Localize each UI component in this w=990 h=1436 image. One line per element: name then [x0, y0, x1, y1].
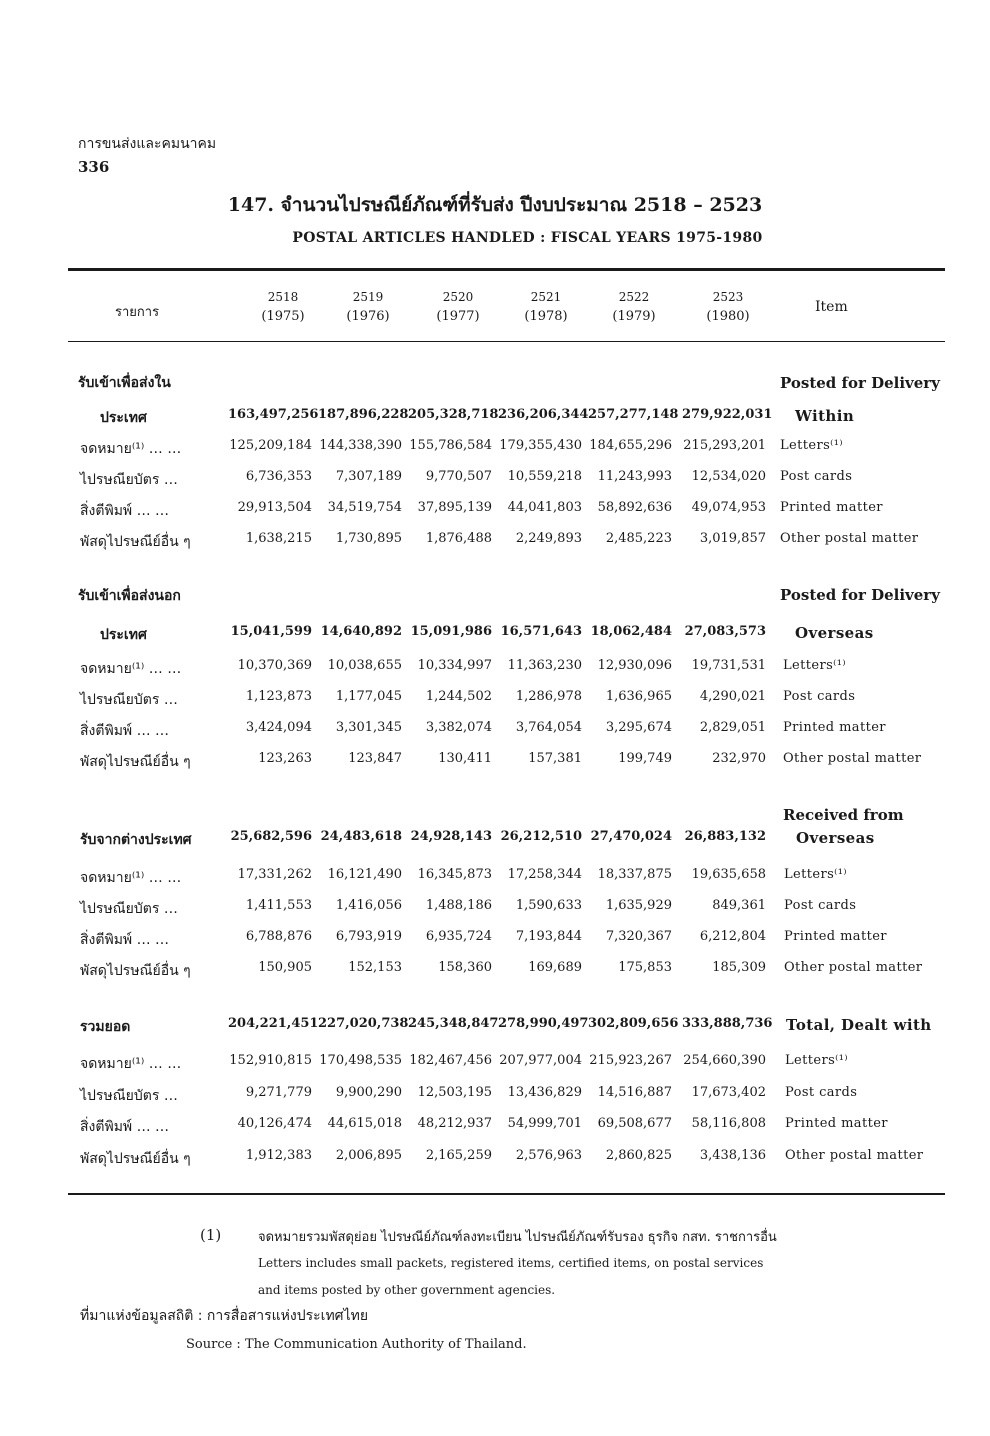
table-cell: 1,123,873 [245, 689, 312, 704]
table-cell: 14,640,892 [320, 624, 402, 639]
table-cell: 125,209,184 [229, 438, 312, 453]
table-cell: 144,338,390 [319, 438, 402, 453]
table-cell: 278,990,497 [498, 1016, 589, 1031]
footnote-thai: จดหมายรวมพัสดุย่อย ไปรษณีย์ภัณฑ์ลงทะเบียน ไปรษณีย์ภัณฑ์รับรอง ธุรกิจ กสท. ราชการอื่น [258, 1230, 777, 1245]
year-ad: (1980) [706, 309, 750, 324]
table-row [0, 689, 990, 713]
table-cell: 1,638,215 [245, 531, 312, 546]
table-cell: 7,320,367 [605, 929, 672, 944]
table-row [0, 929, 990, 953]
table-bottom-rule [68, 1193, 945, 1195]
table-cell: 3,438,136 [699, 1148, 766, 1163]
table-cell: 152,153 [348, 960, 402, 975]
row-label-thai: ประเทศ [100, 410, 147, 426]
table-cell: 205,328,718 [408, 407, 499, 422]
table-cell: 1,590,633 [515, 898, 582, 913]
table-cell: 26,883,132 [684, 829, 766, 844]
row-label-english: Other postal matter [783, 751, 922, 766]
table-cell: 187,896,228 [318, 407, 409, 422]
table-cell: 12,534,020 [691, 469, 766, 484]
row-label-english: Letters⁽¹⁾ [780, 438, 843, 453]
year-header [688, 287, 768, 327]
table-cell: 49,074,953 [691, 500, 766, 515]
table-cell: 1,876,488 [425, 531, 492, 546]
row-label-thai: สิ่งตีพิมพ์ … … [80, 932, 170, 948]
table-cell: 3,764,054 [515, 720, 582, 735]
row-label-thai: พัสดุไปรษณีย์อื่น ๆ [80, 1151, 191, 1167]
row-label-thai: สิ่งตีพิมพ์ … … [80, 723, 170, 739]
table-cell: 44,615,018 [327, 1116, 402, 1131]
row-label-english: Other postal matter [784, 960, 923, 975]
row-label-english: Total, Dealt with [786, 1016, 932, 1034]
row-label-thai: รับจากต่างประเทศ [80, 832, 192, 848]
table-cell: 27,470,024 [590, 829, 672, 844]
table-cell: 10,559,218 [507, 469, 582, 484]
table-cell: 2,485,223 [605, 531, 672, 546]
row-label-thai: พัสดุไปรษณีย์อื่น ๆ [80, 963, 191, 979]
table-cell: 1,488,186 [425, 898, 492, 913]
table-cell: 3,382,074 [425, 720, 492, 735]
grand-total-row [0, 1016, 990, 1040]
running-title: การขนส่งและคมนาคม [78, 136, 217, 152]
item-column-header-english: Item [815, 299, 848, 315]
table-cell: 175,853 [618, 960, 672, 975]
year-ad: (1979) [612, 309, 656, 324]
table-row [0, 751, 990, 775]
table-cell: 279,922,031 [682, 407, 773, 422]
row-label-thai: ไปรษณียบัตร … [80, 901, 178, 917]
table-cell: 1,416,056 [335, 898, 402, 913]
table-row [0, 898, 990, 922]
table-cell: 16,121,490 [327, 867, 402, 882]
table-row [0, 469, 990, 493]
footnote-english-line1: Letters includes small packets, registered items, certified items, on postal services [258, 1256, 764, 1270]
table-cell: 16,345,873 [417, 867, 492, 882]
year-be: 2523 [712, 290, 744, 304]
page-number: 336 [78, 158, 110, 176]
table-cell: 9,900,290 [335, 1085, 402, 1100]
table-cell: 333,888,736 [682, 1016, 773, 1031]
table-row [0, 867, 990, 891]
source-english: Source : The Communication Authority of Thailand. [186, 1337, 527, 1352]
item-column-header-thai: รายการ [115, 305, 160, 320]
row-label-english: Letters⁽¹⁾ [785, 1053, 848, 1068]
section-total-row [0, 829, 990, 853]
table-cell: 163,497,256 [228, 407, 319, 422]
table-row [0, 960, 990, 984]
row-label-thai: ประเทศ [100, 627, 147, 643]
table-cell: 227,020,738 [318, 1016, 409, 1031]
table-cell: 123,263 [258, 751, 312, 766]
table-cell: 182,467,456 [409, 1053, 492, 1068]
table-cell: 10,370,369 [237, 658, 312, 673]
table-cell: 236,206,344 [498, 407, 589, 422]
row-label-thai: สิ่งตีพิมพ์ … … [80, 503, 170, 519]
table-cell: 11,243,993 [597, 469, 672, 484]
table-cell: 15,041,599 [230, 624, 312, 639]
table-cell: 9,770,507 [425, 469, 492, 484]
year-ad: (1975) [261, 309, 305, 324]
section-total-row [0, 407, 990, 431]
table-cell: 2,576,963 [515, 1148, 582, 1163]
table-cell: 215,293,201 [683, 438, 766, 453]
table-cell: 14,516,887 [597, 1085, 672, 1100]
table-cell: 29,913,504 [237, 500, 312, 515]
row-label-english: Post cards [780, 469, 853, 484]
table-cell: 19,731,531 [691, 658, 766, 673]
table-cell: 37,895,139 [417, 500, 492, 515]
year-be: 2521 [530, 290, 562, 304]
table-cell: 204,221,451 [228, 1016, 319, 1031]
table-cell: 18,337,875 [597, 867, 672, 882]
row-label-english: Post cards [783, 689, 856, 704]
row-label-thai: จดหมาย⁽¹⁾ … … [80, 441, 182, 457]
table-cell: 3,301,345 [335, 720, 402, 735]
row-label-thai: จดหมาย⁽¹⁾ … … [80, 1056, 182, 1072]
table-cell: 4,290,021 [699, 689, 766, 704]
table-cell: 25,682,596 [230, 829, 312, 844]
table-cell: 69,508,677 [597, 1116, 672, 1131]
table-cell: 7,307,189 [335, 469, 402, 484]
table-cell: 199,749 [618, 751, 672, 766]
table-cell: 11,363,230 [507, 658, 582, 673]
table-cell: 1,411,553 [245, 898, 312, 913]
table-cell: 17,258,344 [507, 867, 582, 882]
table-cell: 6,788,876 [245, 929, 312, 944]
table-row [0, 1085, 990, 1109]
table-row [0, 438, 990, 462]
table-cell: 24,928,143 [410, 829, 492, 844]
table-cell: 2,006,895 [335, 1148, 402, 1163]
table-cell: 3,424,094 [245, 720, 312, 735]
table-cell: 254,660,390 [683, 1053, 766, 1068]
table-row [0, 531, 990, 555]
table-cell: 15,091,986 [410, 624, 492, 639]
table-cell: 1,912,383 [245, 1148, 312, 1163]
year-ad: (1978) [524, 309, 568, 324]
table-cell: 17,331,262 [237, 867, 312, 882]
row-label-english: Letters⁽¹⁾ [784, 867, 847, 882]
table-title-thai: 147. จำนวนไปรษณีย์ภัณฑ์ที่รับส่ง ปีงบประมาณ 2518 – 2523 [227, 194, 763, 216]
table-cell: 232,970 [712, 751, 766, 766]
table-cell: 123,847 [348, 751, 402, 766]
section-total-row [0, 624, 990, 648]
row-label-english: Other postal matter [785, 1148, 924, 1163]
table-cell: 1,636,965 [605, 689, 672, 704]
year-header [418, 287, 498, 327]
section-title-thai: รับเข้าเพื่อส่งนอก [78, 588, 181, 604]
row-label-english: Printed matter [780, 500, 883, 515]
row-label-thai: พัสดุไปรษณีย์อื่น ๆ [80, 754, 191, 770]
table-cell: 849,361 [712, 898, 766, 913]
table-title-english: POSTAL ARTICLES HANDLED : FISCAL YEARS 1975-1980 [292, 230, 763, 246]
table-cell: 58,892,636 [597, 500, 672, 515]
table-cell: 1,286,978 [515, 689, 582, 704]
table-cell: 12,930,096 [597, 658, 672, 673]
row-label-english: Overseas [795, 624, 874, 642]
table-cell: 302,809,656 [588, 1016, 679, 1031]
section-title-english: Posted for Delivery [780, 586, 940, 604]
table-row [0, 1116, 990, 1140]
table-cell: 215,923,267 [589, 1053, 672, 1068]
table-cell: 12,503,195 [417, 1085, 492, 1100]
year-header [243, 287, 323, 327]
row-label-thai: จดหมาย⁽¹⁾ … … [80, 870, 182, 886]
table-cell: 2,860,825 [605, 1148, 672, 1163]
row-label-english: Post cards [785, 1085, 858, 1100]
table-cell: 6,212,804 [699, 929, 766, 944]
table-cell: 2,249,893 [515, 531, 582, 546]
table-row [0, 1053, 990, 1077]
table-cell: 155,786,584 [409, 438, 492, 453]
year-be: 2519 [352, 290, 384, 304]
source-thai: ที่มาแห่งข้อมูลสถิติ : การสื่อสารแห่งประเทศไทย [80, 1308, 369, 1324]
table-cell: 10,038,655 [327, 658, 402, 673]
table-cell: 207,977,004 [499, 1053, 582, 1068]
row-label-thai: รวมยอด [80, 1019, 131, 1035]
row-label-english: Printed matter [784, 929, 887, 944]
table-cell: 9,271,779 [245, 1085, 312, 1100]
table-cell: 7,193,844 [515, 929, 582, 944]
table-cell: 130,411 [438, 751, 492, 766]
table-cell: 1,244,502 [425, 689, 492, 704]
table-cell: 27,083,573 [684, 624, 766, 639]
table-cell: 26,212,510 [500, 829, 582, 844]
table-cell: 54,999,701 [507, 1116, 582, 1131]
table-cell: 18,062,484 [590, 624, 672, 639]
year-header [506, 287, 586, 327]
row-label-thai: สิ่งตีพิมพ์ … … [80, 1119, 170, 1135]
table-cell: 2,829,051 [699, 720, 766, 735]
table-cell: 1,730,895 [335, 531, 402, 546]
row-label-english: Letters⁽¹⁾ [783, 658, 846, 673]
row-label-english: Post cards [784, 898, 857, 913]
table-cell: 10,334,997 [417, 658, 492, 673]
table-cell: 184,655,296 [589, 438, 672, 453]
row-label-thai: ไปรษณียบัตร … [80, 1088, 178, 1104]
table-cell: 40,126,474 [237, 1116, 312, 1131]
section-title-english: Posted for Delivery [780, 374, 940, 392]
table-cell: 16,571,643 [500, 624, 582, 639]
table-row [0, 500, 990, 524]
table-cell: 257,277,148 [588, 407, 679, 422]
table-row [0, 720, 990, 744]
table-cell: 1,177,045 [335, 689, 402, 704]
section-title-thai: รับเข้าเพื่อส่งใน [78, 375, 171, 391]
table-row [0, 658, 990, 682]
table-cell: 6,935,724 [425, 929, 492, 944]
row-label-english: Printed matter [783, 720, 886, 735]
table-cell: 17,673,402 [691, 1085, 766, 1100]
table-cell: 19,635,658 [691, 867, 766, 882]
table-cell: 150,905 [258, 960, 312, 975]
year-header [594, 287, 674, 327]
table-cell: 6,793,919 [335, 929, 402, 944]
table-cell: 1,635,929 [605, 898, 672, 913]
table-cell: 24,483,618 [320, 829, 402, 844]
year-ad: (1977) [436, 309, 480, 324]
table-cell: 58,116,808 [691, 1116, 766, 1131]
row-label-thai: พัสดุไปรษณีย์อื่น ๆ [80, 534, 191, 550]
table-cell: 152,910,815 [229, 1053, 312, 1068]
row-label-thai: จดหมาย⁽¹⁾ … … [80, 661, 182, 677]
footnote-english-line2: and items posted by other government agencies. [258, 1283, 556, 1297]
header-divider [68, 341, 945, 342]
section-title-english: Received from [783, 806, 904, 824]
table-cell: 13,436,829 [507, 1085, 582, 1100]
table-cell: 185,309 [712, 960, 766, 975]
row-label-english: Printed matter [785, 1116, 888, 1131]
row-label-thai: ไปรษณียบัตร … [80, 692, 178, 708]
year-header [328, 287, 408, 327]
table-top-rule [68, 268, 945, 271]
row-label-english: Other postal matter [780, 531, 919, 546]
year-be: 2520 [442, 290, 474, 304]
table-cell: 2,165,259 [425, 1148, 492, 1163]
year-ad: (1976) [346, 309, 390, 324]
table-cell: 48,212,937 [417, 1116, 492, 1131]
table-cell: 157,381 [528, 751, 582, 766]
table-cell: 170,498,535 [319, 1053, 402, 1068]
table-row [0, 1148, 990, 1172]
table-cell: 169,689 [528, 960, 582, 975]
table-cell: 3,019,857 [699, 531, 766, 546]
table-cell: 245,348,847 [408, 1016, 499, 1031]
table-cell: 179,355,430 [499, 438, 582, 453]
row-label-english: Within [795, 407, 855, 425]
table-cell: 6,736,353 [245, 469, 312, 484]
row-label-thai: ไปรษณียบัตร … [80, 472, 178, 488]
table-cell: 44,041,803 [507, 500, 582, 515]
table-cell: 158,360 [438, 960, 492, 975]
row-label-english: Overseas [796, 829, 875, 847]
table-cell: 34,519,754 [327, 500, 402, 515]
year-be: 2518 [267, 290, 299, 304]
year-be: 2522 [618, 290, 650, 304]
footnote-marker: (1) [200, 1226, 222, 1244]
table-cell: 3,295,674 [605, 720, 672, 735]
